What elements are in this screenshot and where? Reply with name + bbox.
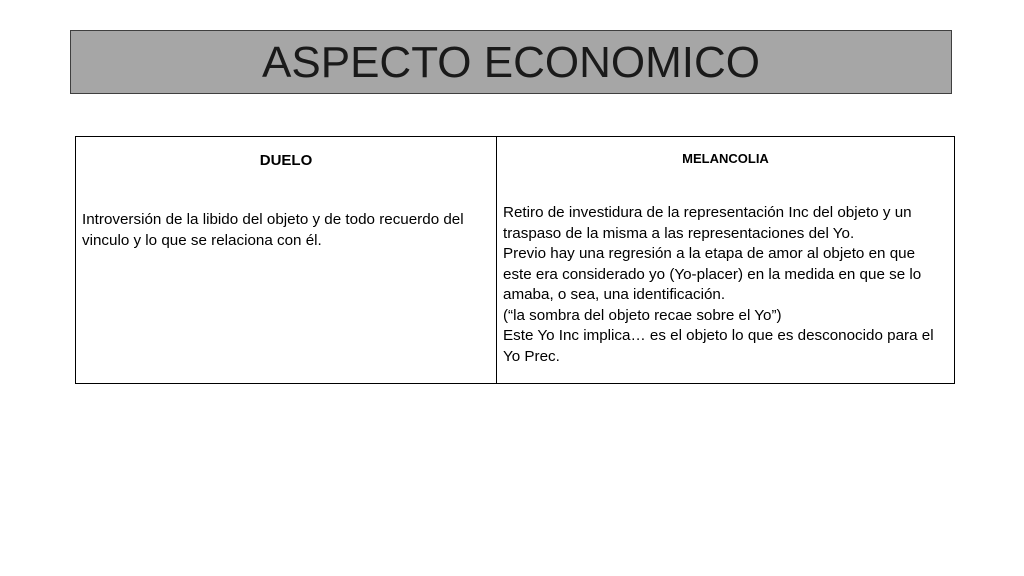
comparison-table [75, 136, 955, 384]
slide-title: ASPECTO ECONOMICO [262, 38, 760, 87]
melancolia-paragraph-3: (“la sombra del objeto recae sobre el Yo”) [503, 306, 782, 324]
melancolia-column [497, 137, 954, 383]
duelo-column [76, 137, 497, 383]
melancolia-header: MELANCOLIA [682, 151, 769, 166]
melancolia-description [503, 203, 944, 367]
melancolia-paragraph-2: Previo hay una regresión a la etapa de amor al objeto en que este era considerado yo (Yo-placer) en la medida en que se lo amaba, o sea, una identificación. [503, 245, 922, 303]
title-banner [70, 30, 952, 94]
duelo-header: DUELO [259, 152, 313, 169]
duelo-description: Introversión de la libido del objeto y de todo recuerdo del vinculo y lo que se relaciona con él. [82, 211, 464, 249]
melancolia-paragraph-4: Este Yo Inc implica… es el objeto lo que es desconocido para el Yo Prec. [503, 327, 934, 365]
melancolia-paragraph-1: Retiro de investidura de la representación Inc del objeto y un traspaso de la misma a las representaciones del Yo. [503, 204, 912, 242]
